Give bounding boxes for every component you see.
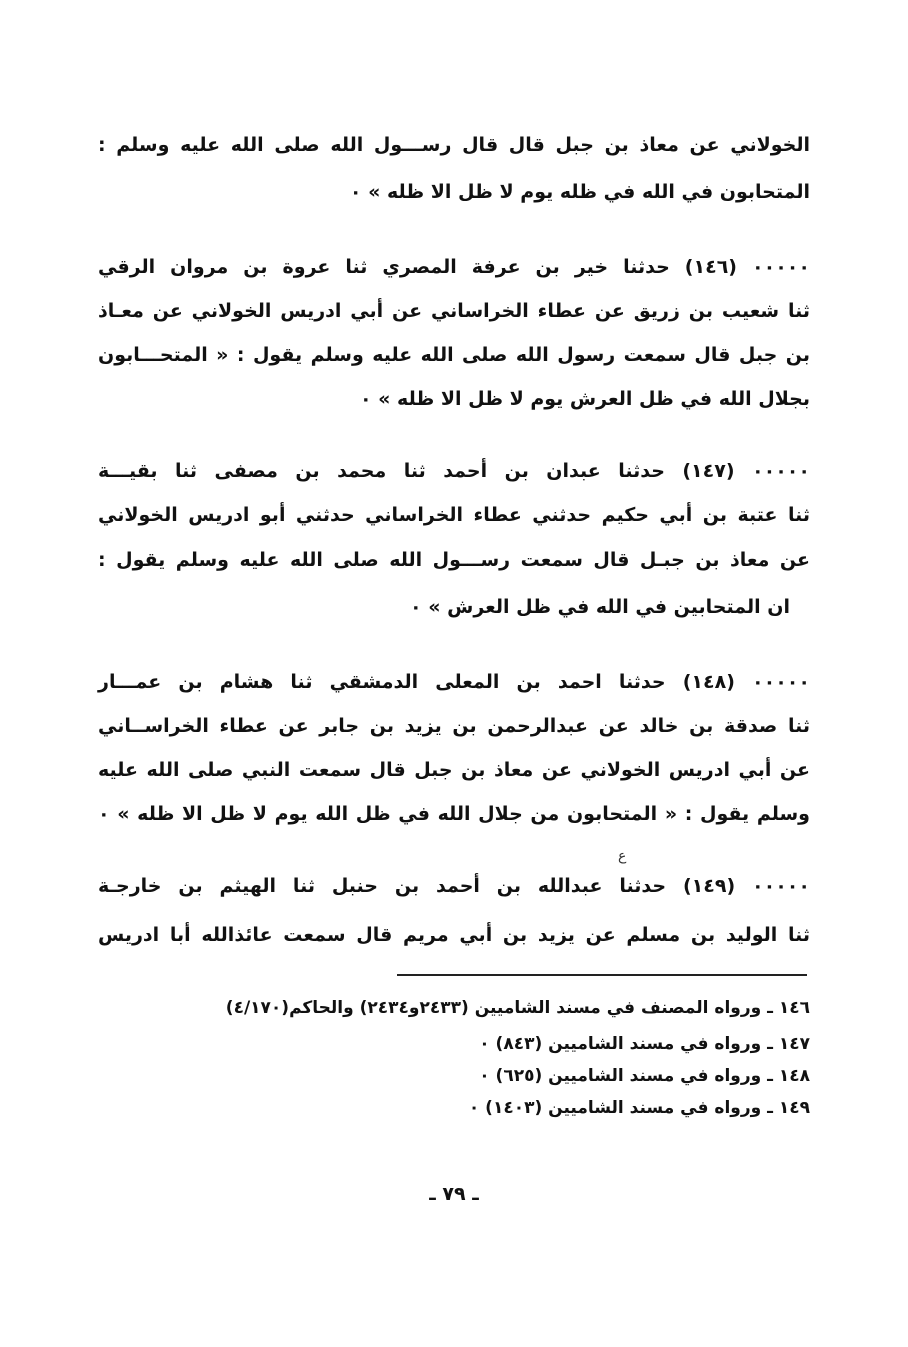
- text-line: وسلم يقول : « المتحابون من جلال الله في ظل الله يوم لا ظل الا ظله » ٠: [98, 803, 810, 825]
- text-line: الخولاني عن معاذ بن جبل قال قال رســـول الله صلى الله عليه وسلم :: [98, 134, 810, 156]
- footnote: ١٤٨ ـ ورواه في مسند الشاميين (٦٢٥) ٠: [479, 1066, 810, 1086]
- text-line: ٠٠٠٠٠ (١٤٧) حدثنا عبدان بن أحمد ثنا محمد بن مصفى ثنا بقيـــة: [98, 460, 810, 482]
- text-line: بن جبل قال سمعت رسول الله صلى الله عليه وسلم يقول : « المتحـــابون: [98, 344, 810, 366]
- footnote: ١٤٧ ـ ورواه في مسند الشاميين (٨٤٣) ٠: [479, 1034, 810, 1054]
- page-number: ـ ٧٩ ـ: [429, 1183, 479, 1205]
- text-line: ثنا عتبة بن أبي حكيم حدثني عطاء الخراساني حدثني أبو ادريس الخولاني: [98, 504, 810, 526]
- text-line: ٠٠٠٠٠ (١٤٩) حدثنا عبدالله بن أحمد بن حنبل ثنا الهيثم بن خارجـة: [98, 875, 810, 897]
- footnote: ١٤٦ ـ ورواه المصنف في مسند الشاميين (٢٤٣٣و٢٤٣٤) والحاكم(٤/١٧٠): [225, 998, 810, 1018]
- text-line: ثنا شعيب بن زريق عن عطاء الخراساني عن أبي ادريس الخولاني عن معـاذ: [98, 300, 810, 322]
- text-line: عن معاذ بن جبـل قال سمعت رســـول الله صلى الله عليه وسلم يقول :: [98, 549, 810, 571]
- text-line: بجلال الله في ظل العرش يوم لا ظل الا ظله » ٠: [359, 388, 810, 410]
- margin-mark: ع: [618, 848, 627, 864]
- footnote-divider: [397, 974, 807, 976]
- text-line: ثنا صدقة بن خالد عن عبدالرحمن بن يزيد بن جابر عن عطاء الخراســاني: [98, 715, 810, 737]
- text-line: ٠٠٠٠٠ (١٤٦) حدثنا خير بن عرفة المصري ثنا عروة بن مروان الرقي: [98, 256, 810, 278]
- text-line: ان المتحابين في الله في ظل العرش » ٠: [409, 596, 790, 618]
- text-line: ثنا الوليد بن مسلم عن يزيد بن أبي مريم قال سمعت عائذالله أبا ادريس: [98, 924, 810, 946]
- footnote: ١٤٩ ـ ورواه في مسند الشاميين (١٤٠٣) ٠: [468, 1098, 810, 1118]
- text-line: ٠٠٠٠٠ (١٤٨) حدثنا احمد بن المعلى الدمشقي ثنا هشام بن عمـــار: [98, 671, 810, 693]
- text-line: عن أبي ادريس الخولاني عن معاذ بن جبل قال سمعت النبي صلى الله عليه: [98, 759, 810, 781]
- text-line: المتحابون في الله في ظله يوم لا ظل الا ظله » ٠: [349, 181, 810, 203]
